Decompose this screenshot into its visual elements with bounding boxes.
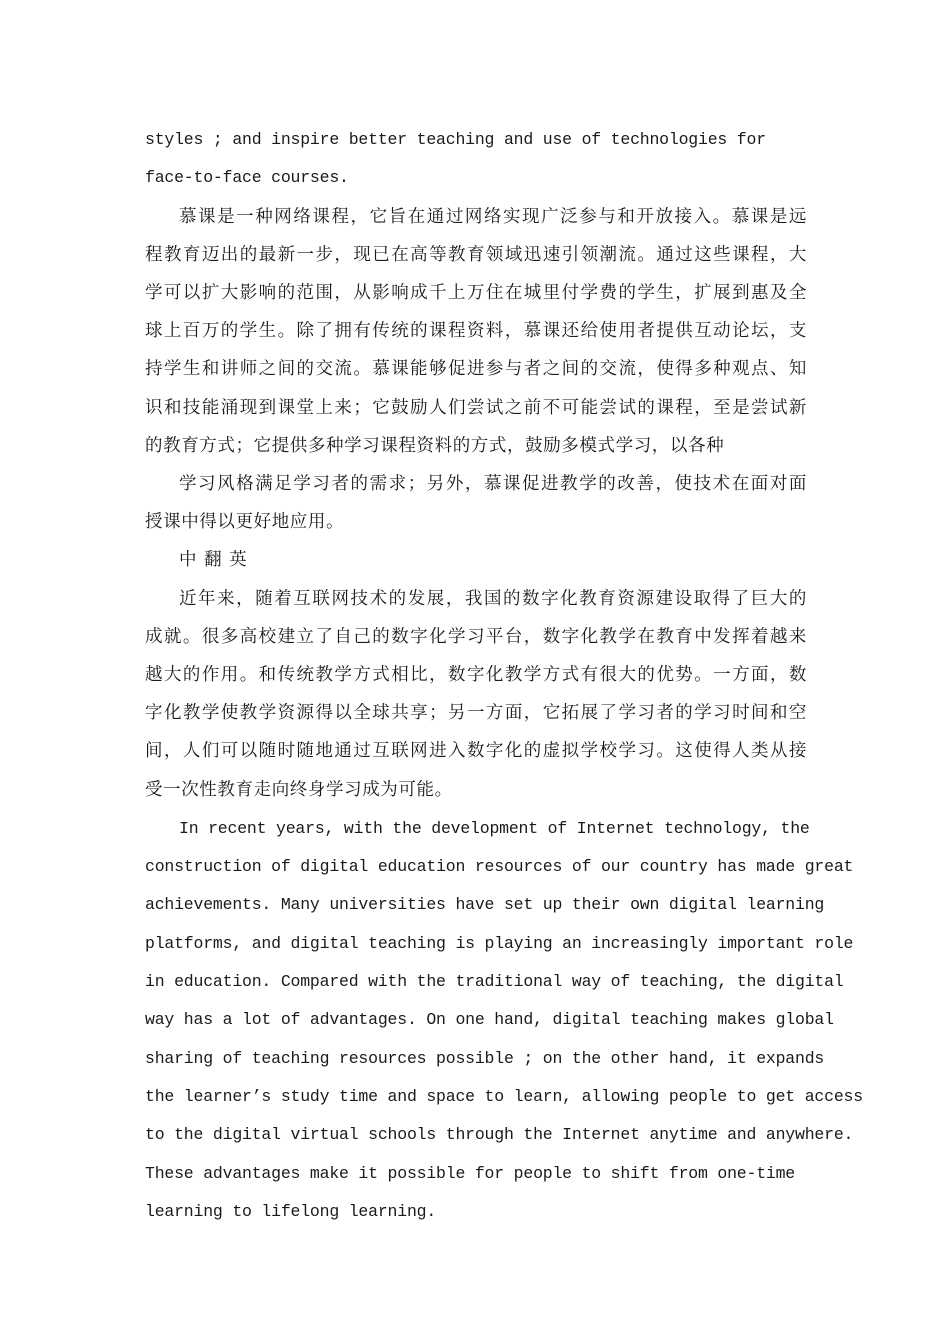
text-line: 间，人们可以随时随地通过互联网进入数字化的虚拟学校学习。这使得人类从接 [145,741,807,761]
text-line: 成就。很多高校建立了自己的数字化学习平台，数字化教学在教育中发挥着越来 [145,627,807,647]
text-line: 的教育方式；它提供多种学习课程资料的方式，鼓励多模式学习，以各种 [145,436,725,456]
text-line: 学习风格满足学习者的需求；另外，慕课促进教学的改善，使技术在面对面 [179,474,807,494]
text-line: 学可以扩大影响的范围，从影响成千上万住在城里付学费的学生，扩展到惠及全 [145,283,807,303]
text-line: These advantages make it possible for people to shift from one-time [145,1164,796,1183]
text-line: In recent years, with the development of Internet technology, the [179,819,810,838]
text-line: 持学生和讲师之间的交流。慕课能够促进参与者之间的交流，使得多种观点、知 [145,359,807,379]
text-line: 程教育迈出的最新一步，现已在高等教育领域迅速引领潮流。通过这些课程，大 [145,245,807,265]
text-line: the learner’s study time and space to learn, allowing people to get access [145,1087,863,1106]
text-line: styles ; and inspire better teaching and use of technologies for [145,130,766,149]
text-line: learning to lifelong learning. [145,1202,437,1221]
text-line: 授课中得以更好地应用。 [145,512,345,532]
text-line: 字化教学使教学资源得以全球共享；另一方面，它拓展了学习者的学习时间和空 [145,703,807,723]
text-line: 受一次性教育走向终身学习成为可能。 [145,780,453,800]
text-line: 识和技能涌现到课堂上来；它鼓励人们尝试之前不可能尝试的课程，至是尝试新 [145,398,807,418]
text-line: 慕课是一种网络课程，它旨在通过网络实现广泛参与和开放接入。慕课是远 [179,207,807,227]
text-line: 球上百万的学生。除了拥有传统的课程资料，慕课还给使用者提供互动论坛，支 [145,321,807,341]
text-line: to the digital virtual schools through the Internet anytime and anywhere. [145,1125,854,1144]
text-line: way has a lot of advantages. On one hand, digital teaching makes global [145,1010,834,1029]
text-line: 越大的作用。和传统教学方式相比，数字化教学方式有很大的优势。一方面，数 [145,665,807,685]
text-line: face-to-face courses. [145,168,349,187]
text-line: in education. Compared with the traditional way of teaching, the digital [145,972,844,991]
text-line: 近年来，随着互联网技术的发展，我国的数字化教育资源建设取得了巨大的 [179,589,807,609]
text-line: sharing of teaching resources possible ; on the other hand, it expands [145,1049,825,1068]
text-line: achievements. Many universities have set up their own digital learning [145,895,825,914]
text-line: platforms, and digital teaching is playing an increasingly important role [145,934,854,953]
section-heading: 中 翻 英 [179,550,248,570]
text-line: construction of digital education resources of our country has made great [145,857,854,876]
